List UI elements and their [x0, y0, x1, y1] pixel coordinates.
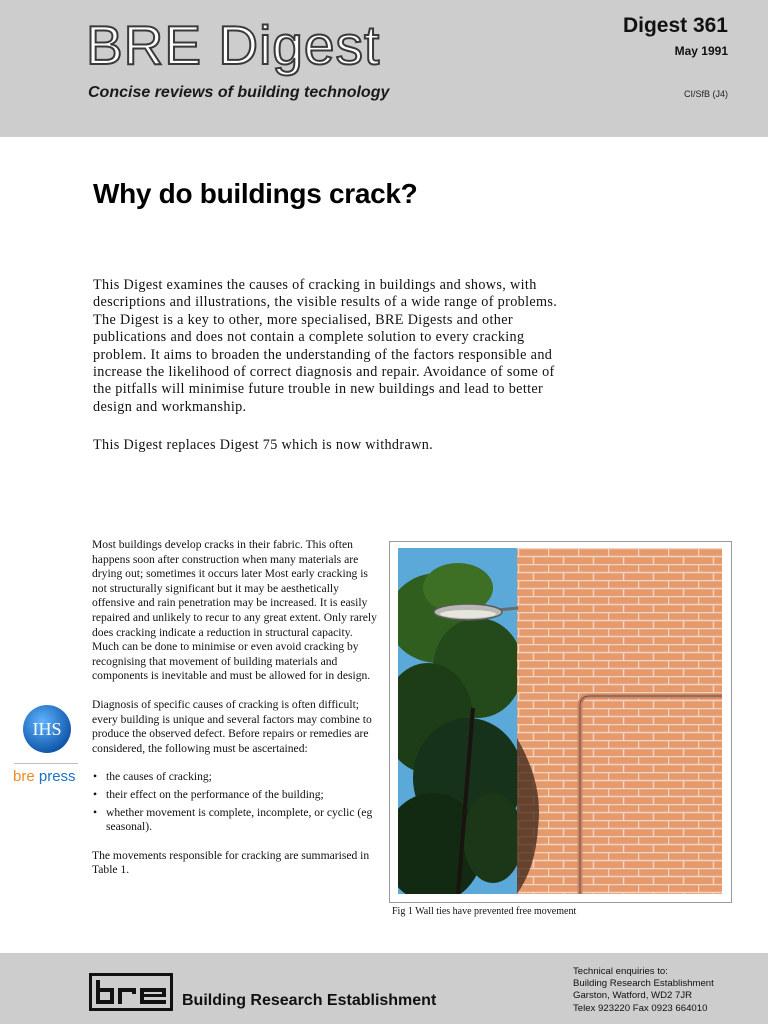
body-paragraph-1: Most buildings develop cracks in their fabric. This often happens soon after construction when many materials are drying out; sometimes it occurs later Most early cracking is not structurally significant but it may be aesthetically offensive and rain penetration may be increased. It is easily repaired and unlikely to recur to any great extent. Only rarely does cracking indicate a reduction in structural capacity. Much can be done to minimise or even avoid cracking by recognising that movement of building materials and components is inevitable and must be allowed for in design.	[92, 538, 377, 683]
bre-press-logo	[13, 768, 76, 785]
contact-block	[573, 966, 714, 1015]
bre-press-bre: bre	[13, 768, 35, 785]
replacement-note: This Digest replaces Digest 75 which is now withdrawn.	[93, 437, 434, 453]
wall-photo	[398, 548, 722, 894]
body-paragraph-3: The movements responsible for cracking are summarised in Table 1.	[92, 848, 370, 877]
body-paragraph-2: Diagnosis of specific causes of cracking is often difficult; every building is unique and several factors may combine to produce the observed defect. Before repairs or remedies are considered, the following must be ascertained:	[92, 697, 372, 755]
page-title: Why do buildings crack?	[93, 178, 418, 209]
list-item: • their effect on the performance of the building;	[106, 788, 380, 803]
svg-text:IHS: IHS	[32, 719, 62, 739]
bre-logo	[89, 973, 173, 1011]
organization-name: Building Research Establishment	[182, 992, 437, 1009]
contact-line: Building Research Establishment	[573, 978, 714, 990]
list-item: • the causes of cracking;	[106, 770, 380, 785]
ihs-logo	[22, 704, 72, 754]
contact-line: Telex 923220 Fax 0923 664010	[573, 1002, 708, 1014]
brand-title: BRE Digest	[86, 14, 381, 76]
logo-divider	[14, 763, 78, 764]
bre-press-press: press	[38, 768, 76, 785]
contact-line: Technical enquiries to:	[573, 966, 668, 977]
contact-line: Garston, Watford, WD2 7JR	[573, 990, 693, 1002]
list-item: • whether movement is complete, incomplete, or cyclic (eg seasonal).	[106, 806, 380, 835]
intro-paragraph: This Digest examines the causes of cracking in buildings and shows, with descriptions and illustrations, the visible results of a wide range of problems. The Digest is a key to other, more specialised, BRE Digests and other publications and does not contain a complete solution to every cracking problem. It aims to broaden the understanding of the factors responsible and increase the likelihood of correct diagnosis and repair. Avoidance of some of the pitfalls will minimise future trouble in new buildings and lead to better design and workmanship.	[93, 277, 558, 415]
body-column	[92, 538, 380, 892]
classification-code: CI/SfB (J4)	[683, 89, 728, 99]
digest-number: Digest 361	[622, 14, 728, 37]
publication-date: May 1991	[674, 44, 728, 58]
brick-wall	[517, 548, 722, 894]
ascertain-list	[92, 770, 380, 834]
figure-caption: Fig 1 Wall ties have prevented free movement	[392, 906, 577, 917]
tagline: Concise reviews of building technology	[88, 84, 390, 101]
